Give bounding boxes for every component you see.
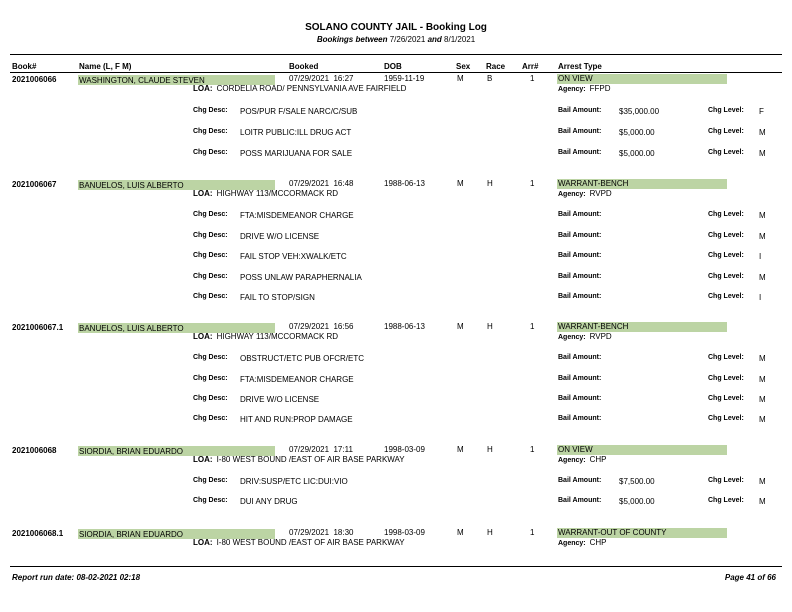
col-header-name: Name (L, F M) xyxy=(79,62,132,71)
agency xyxy=(558,84,611,93)
chg-level-value: M xyxy=(759,477,766,486)
race: H xyxy=(487,528,493,537)
race: H xyxy=(487,179,493,188)
bail-amount-label: Bail Amount: xyxy=(558,232,602,239)
agency-label: Agency: xyxy=(558,191,586,198)
bail-amount-label: Bail Amount: xyxy=(558,273,602,280)
inmate-name: BANUELOS, LUIS ALBERTO xyxy=(78,180,275,190)
agency-value: CHP xyxy=(589,538,607,547)
subtitle-between-label: Bookings between xyxy=(316,35,388,44)
sex: M xyxy=(457,445,464,454)
chg-level-label: Chg Level: xyxy=(708,415,744,422)
location-of-arrest xyxy=(193,332,338,341)
chg-level-label: Chg Level: xyxy=(708,273,744,280)
bail-amount-label: Bail Amount: xyxy=(558,395,602,402)
chg-level-label: Chg Level: xyxy=(708,497,744,504)
chg-desc-label: Chg Desc: xyxy=(193,149,228,156)
bail-amount-label: Bail Amount: xyxy=(558,149,602,156)
chg-desc-label: Chg Desc: xyxy=(193,232,228,239)
charge-row xyxy=(0,273,792,283)
chg-desc-label: Chg Desc: xyxy=(193,354,228,361)
col-header-arrest-type: Arrest Type xyxy=(558,62,602,71)
loa-value: HIGHWAY 113/MCCORMACK RD xyxy=(216,189,339,198)
charge-row xyxy=(0,128,792,138)
agency xyxy=(558,455,607,464)
bail-amount-label: Bail Amount: xyxy=(558,354,602,361)
report-subtitle xyxy=(0,35,792,44)
agency-label: Agency: xyxy=(558,457,586,464)
chg-level-value: F xyxy=(759,107,764,116)
chg-desc-value: DRIV:SUSP/ETC LIC:DUI:VIO xyxy=(240,477,348,486)
arrest-number: 1 xyxy=(530,445,535,454)
report-title: SOLANO COUNTY JAIL - Booking Log xyxy=(305,22,487,33)
bail-amount-label: Bail Amount: xyxy=(558,211,602,218)
chg-desc-value: POS/PUR F/SALE NARC/C/SUB xyxy=(240,107,358,116)
chg-desc-value: DUI ANY DRUG xyxy=(240,497,298,506)
dob: 1988-06-13 xyxy=(384,179,425,188)
charge-row xyxy=(0,395,792,405)
chg-level-value: M xyxy=(759,415,766,424)
header-top-rule xyxy=(10,54,782,55)
chg-desc-label: Chg Desc: xyxy=(193,375,228,382)
chg-desc-value: OBSTRUCT/ETC PUB OFCR/ETC xyxy=(240,354,365,363)
booking-record xyxy=(0,528,792,548)
loa-value: I-80 WEST BOUND /EAST OF AIR BASE PARKWAY xyxy=(216,455,405,464)
booked-datetime: 07/29/2021 17:11 xyxy=(289,445,353,454)
chg-desc-value: FTA:MISDEMEANOR CHARGE xyxy=(240,211,354,220)
loa-label: LOA: xyxy=(193,332,213,341)
charge-row xyxy=(0,477,792,487)
chg-level-label: Chg Level: xyxy=(708,354,744,361)
location-of-arrest xyxy=(193,84,406,93)
footer-rule xyxy=(10,566,782,567)
chg-level-value: M xyxy=(759,375,766,384)
sex: M xyxy=(457,179,464,188)
chg-level-value: M xyxy=(759,232,766,241)
chg-level-value: M xyxy=(759,354,766,363)
sex: M xyxy=(457,528,464,537)
col-header-book: Book# xyxy=(12,62,37,71)
chg-desc-value: FTA:MISDEMEANOR CHARGE xyxy=(240,375,354,384)
booking-record xyxy=(0,74,792,158)
chg-desc-label: Chg Desc: xyxy=(193,128,228,135)
inmate-name: BANUELOS, LUIS ALBERTO xyxy=(78,323,275,333)
chg-level-label: Chg Level: xyxy=(708,232,744,239)
chg-desc-value: POSS MARIJUANA FOR SALE xyxy=(240,149,353,158)
book-number: 2021006066 xyxy=(12,75,57,84)
loa-value: HIGHWAY 113/MCCORMACK RD xyxy=(216,332,339,341)
chg-desc-value: FAIL STOP VEH:XWALK/ETC xyxy=(240,252,347,261)
chg-desc-value: POSS UNLAW PARAPHERNALIA xyxy=(240,273,362,282)
dob: 1998-03-09 xyxy=(384,445,425,454)
agency xyxy=(558,538,607,547)
book-number: 2021006067 xyxy=(12,180,57,189)
book-number: 2021006068 xyxy=(12,446,57,455)
chg-level-value: M xyxy=(759,128,766,137)
agency-label: Agency: xyxy=(558,540,586,547)
arrest-type: WARRANT-BENCH xyxy=(557,179,727,189)
charge-row xyxy=(0,293,792,303)
chg-desc-value: HIT AND RUN:PROP DAMAGE xyxy=(240,415,353,424)
booked-datetime: 07/29/2021 16:56 xyxy=(289,322,354,331)
page-number: Page 41 of 66 xyxy=(724,573,776,582)
charge-row xyxy=(0,107,792,117)
bail-amount-label: Bail Amount: xyxy=(558,415,602,422)
bail-amount-value: $5,000.00 xyxy=(619,497,655,506)
chg-level-value: I xyxy=(759,293,762,302)
book-number: 2021006067.1 xyxy=(12,323,64,332)
booking-record xyxy=(0,179,792,302)
charge-row xyxy=(0,211,792,221)
chg-desc-label: Chg Desc: xyxy=(193,415,228,422)
inmate-name: SIORDIA, BRIAN EDUARDO xyxy=(78,529,275,539)
inmate-name: SIORDIA, BRIAN EDUARDO xyxy=(78,446,275,456)
race: H xyxy=(487,322,493,331)
arrest-type: WARRANT-OUT OF COUNTY xyxy=(557,528,727,538)
book-number: 2021006068.1 xyxy=(12,529,64,538)
arrest-number: 1 xyxy=(530,179,535,188)
agency-label: Agency: xyxy=(558,86,586,93)
dob: 1988-06-13 xyxy=(384,322,425,331)
chg-desc-label: Chg Desc: xyxy=(193,395,228,402)
chg-desc-value: DRIVE W/O LICENSE xyxy=(240,232,320,241)
col-header-sex: Sex xyxy=(456,62,471,71)
booked-datetime: 07/29/2021 16:48 xyxy=(289,179,354,188)
charge-row xyxy=(0,232,792,242)
col-header-booked: Booked xyxy=(289,62,319,71)
col-header-race: Race xyxy=(486,62,506,71)
agency-value: CHP xyxy=(589,455,607,464)
chg-desc-value: FAIL TO STOP/SIGN xyxy=(240,293,315,302)
chg-level-value: M xyxy=(759,497,766,506)
chg-level-value: I xyxy=(759,252,762,261)
date-from: 7/26/2021 xyxy=(389,35,426,44)
race: B xyxy=(487,74,493,83)
bail-amount-label: Bail Amount: xyxy=(558,497,602,504)
bail-amount-label: Bail Amount: xyxy=(558,477,602,484)
charge-row xyxy=(0,497,792,507)
bail-amount-value: $35,000.00 xyxy=(619,107,660,116)
arrest-type: ON VIEW xyxy=(557,74,727,84)
bail-amount-value: $5,000.00 xyxy=(619,149,655,158)
booked-datetime: 07/29/2021 18:30 xyxy=(289,528,354,537)
chg-level-label: Chg Level: xyxy=(708,211,744,218)
booking-record xyxy=(0,445,792,506)
dob: 1998-03-09 xyxy=(384,528,425,537)
chg-desc-label: Chg Desc: xyxy=(193,293,228,300)
chg-level-label: Chg Level: xyxy=(708,252,744,259)
chg-level-label: Chg Level: xyxy=(708,477,744,484)
dob: 1959-11-19 xyxy=(384,74,425,83)
chg-level-value: M xyxy=(759,149,766,158)
bail-amount-value: $5,000.00 xyxy=(619,128,655,137)
agency-value: RVPD xyxy=(589,332,612,341)
charge-row xyxy=(0,252,792,262)
chg-desc-label: Chg Desc: xyxy=(193,497,228,504)
loa-label: LOA: xyxy=(193,189,213,198)
charge-row xyxy=(0,354,792,364)
arrest-number: 1 xyxy=(530,528,535,537)
arrest-number: 1 xyxy=(530,74,535,83)
loa-label: LOA: xyxy=(193,455,213,464)
inmate-name: WASHINGTON, CLAUDE STEVEN xyxy=(78,75,275,85)
agency-label: Agency: xyxy=(558,334,586,341)
chg-level-value: M xyxy=(759,273,766,282)
booking-record xyxy=(0,322,792,424)
location-of-arrest xyxy=(193,538,405,547)
chg-desc-label: Chg Desc: xyxy=(193,273,228,280)
chg-desc-label: Chg Desc: xyxy=(193,252,228,259)
agency xyxy=(558,332,612,341)
location-of-arrest xyxy=(193,455,405,464)
report-run-date: Report run date: 08-02-2021 02:18 xyxy=(12,573,141,582)
chg-level-label: Chg Level: xyxy=(708,128,744,135)
sex: M xyxy=(457,322,464,331)
bail-amount-label: Bail Amount: xyxy=(558,252,602,259)
agency xyxy=(558,189,612,198)
chg-level-label: Chg Level: xyxy=(708,395,744,402)
chg-level-label: Chg Level: xyxy=(708,293,744,300)
chg-level-label: Chg Level: xyxy=(708,107,744,114)
race: H xyxy=(487,445,493,454)
chg-level-label: Chg Level: xyxy=(708,149,744,156)
agency-value: FFPD xyxy=(589,84,611,93)
header-bottom-rule xyxy=(10,72,782,73)
chg-level-value: M xyxy=(759,211,766,220)
booked-datetime: 07/29/2021 16:27 xyxy=(289,74,354,83)
chg-desc-label: Chg Desc: xyxy=(193,107,228,114)
loa-label: LOA: xyxy=(193,538,213,547)
arrest-type: WARRANT-BENCH xyxy=(557,322,727,332)
chg-desc-value: DRIVE W/O LICENSE xyxy=(240,395,320,404)
bail-amount-label: Bail Amount: xyxy=(558,375,602,382)
charge-row xyxy=(0,375,792,385)
bail-amount-value: $7,500.00 xyxy=(619,477,655,486)
chg-level-value: M xyxy=(759,395,766,404)
col-header-dob: DOB xyxy=(384,62,402,71)
bail-amount-label: Bail Amount: xyxy=(558,128,602,135)
charge-row xyxy=(0,415,792,425)
chg-desc-label: Chg Desc: xyxy=(193,211,228,218)
chg-desc-label: Chg Desc: xyxy=(193,477,228,484)
arrest-type: ON VIEW xyxy=(557,445,727,455)
agency-value: RVPD xyxy=(589,189,612,198)
bail-amount-label: Bail Amount: xyxy=(558,293,602,300)
loa-value: I-80 WEST BOUND /EAST OF AIR BASE PARKWAY xyxy=(216,538,405,547)
bail-amount-label: Bail Amount: xyxy=(558,107,602,114)
chg-level-label: Chg Level: xyxy=(708,375,744,382)
arrest-number: 1 xyxy=(530,322,535,331)
charge-row xyxy=(0,149,792,159)
location-of-arrest xyxy=(193,189,338,198)
subtitle-and-label: and xyxy=(427,35,442,44)
col-header-arr: Arr# xyxy=(522,62,539,71)
date-to: 8/1/2021 xyxy=(444,35,476,44)
loa-label: LOA: xyxy=(193,84,213,93)
chg-desc-value: LOITR PUBLIC:ILL DRUG ACT xyxy=(240,128,352,137)
sex: M xyxy=(457,74,464,83)
loa-value: CORDELIA ROAD/ PENNSYLVANIA AVE FAIRFIELD xyxy=(216,84,407,93)
